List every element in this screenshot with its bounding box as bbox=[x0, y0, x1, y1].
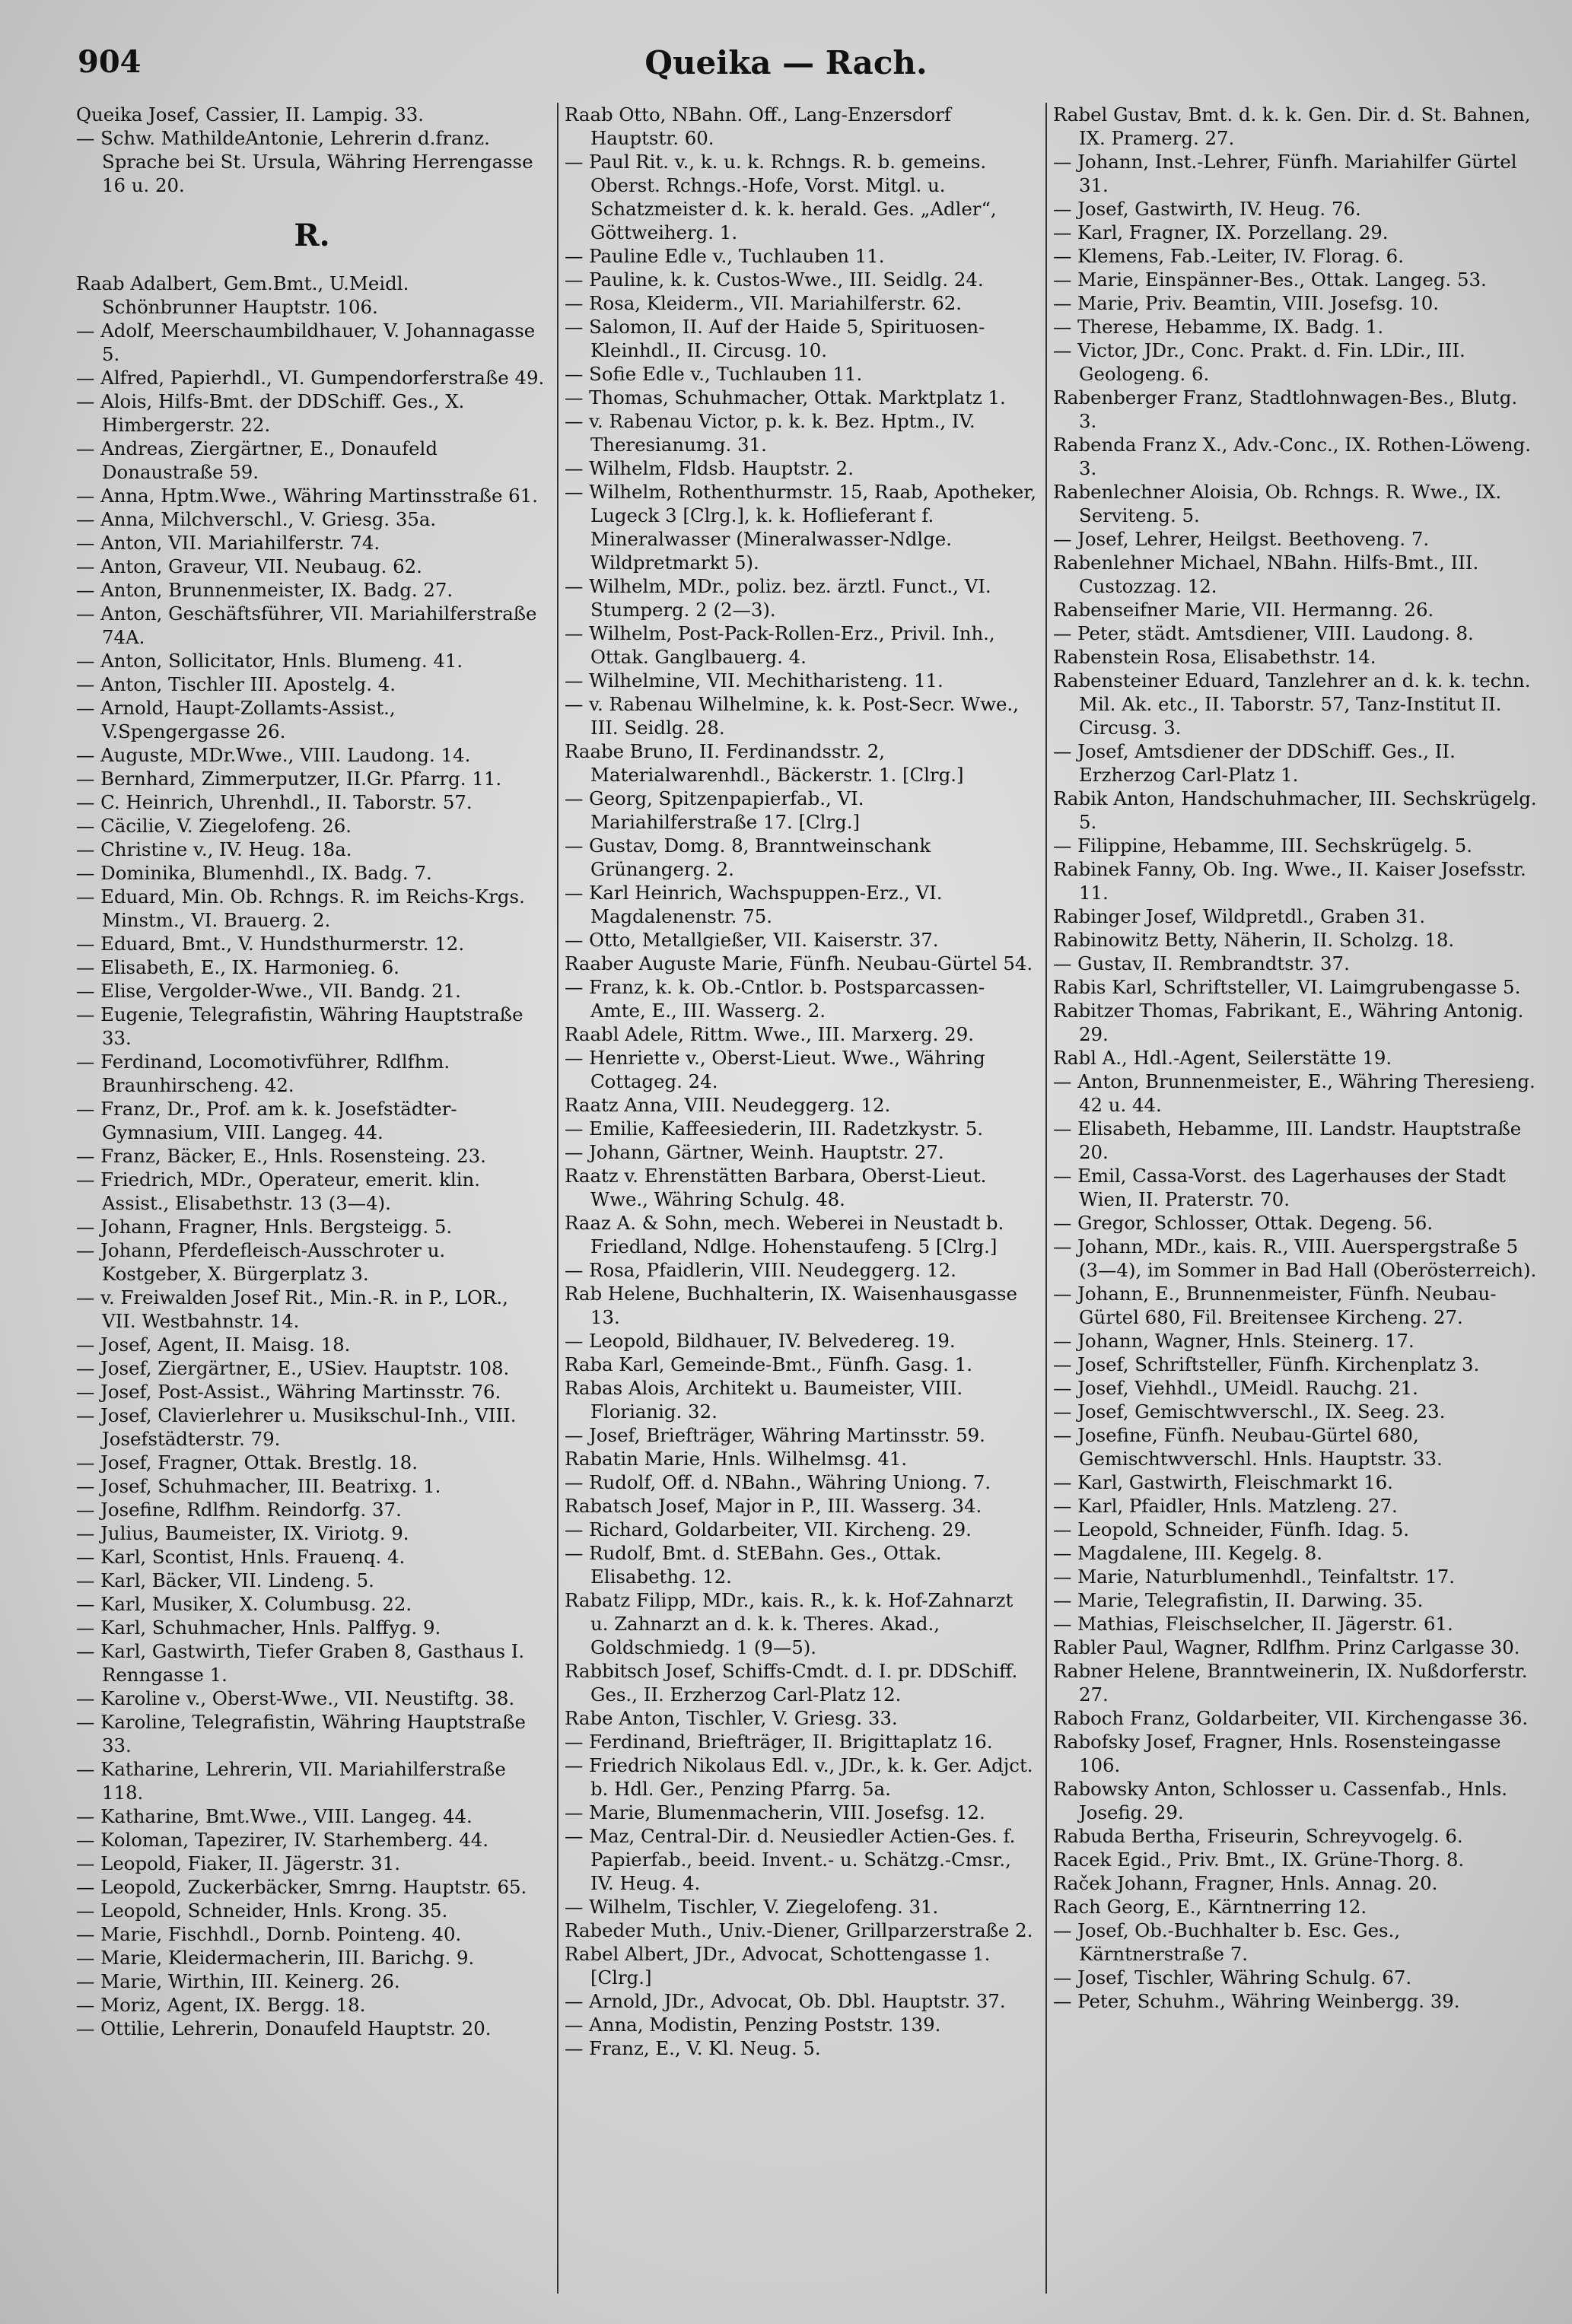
directory-entry: — Wilhelm, Rothenthurmstr. 15, Raab, Apotheker, Lugeck 3 [Clrg.], k. k. Hoflieferant f. Mineralwasser (Mineralwasser-Ndlge. Wildpretmarkt 5). bbox=[565, 481, 1036, 574]
directory-entry: Rab Helene, Buchhalterin, IX. Waisenhausgasse 13. bbox=[565, 1283, 1017, 1328]
directory-entry: — Franz, Bäcker, E., Hnls. Rosensteing. 23. bbox=[76, 1145, 486, 1167]
directory-entry: — Karl, Pfaidler, Hnls. Matzleng. 27. bbox=[1053, 1495, 1398, 1517]
directory-entry: — Josef, Lehrer, Heilgst. Beethoveng. 7. bbox=[1053, 528, 1430, 550]
directory-entry: — Anton, Graveur, VII. Neubaug. 62. bbox=[76, 555, 422, 577]
column-1 bbox=[76, 103, 548, 2294]
directory-entry: — Franz, Dr., Prof. am k. k. Josefstädter-Gymnasium, VIII. Langeg. 44. bbox=[76, 1098, 457, 1143]
directory-entry: — Josef, Schuhmacher, III. Beatrixg. 1. bbox=[76, 1475, 441, 1497]
directory-entry: — Leopold, Bildhauer, IV. Belvedereg. 19. bbox=[565, 1330, 956, 1352]
directory-entry: — Karl, Scontist, Hnls. Frauenq. 4. bbox=[76, 1546, 406, 1568]
directory-columns bbox=[76, 103, 1537, 2294]
directory-entry: Raček Johann, Fragner, Hnls. Annag. 20. bbox=[1053, 1872, 1438, 1894]
directory-entry: — Gregor, Schlosser, Ottak. Degeng. 56. bbox=[1053, 1212, 1434, 1234]
directory-entry: — Josef, Schriftsteller, Fünfh. Kirchenplatz 3. bbox=[1053, 1353, 1480, 1375]
directory-entry: — Karl Heinrich, Wachspuppen-Erz., VI. Magdalenenstr. 75. bbox=[565, 882, 943, 927]
directory-entry: — Thomas, Schuhmacher, Ottak. Marktplatz 1. bbox=[565, 386, 1006, 409]
directory-entry: Raabe Bruno, II. Ferdinandsstr. 2, Materialwarenhdl., Bäckerstr. 1. [Clrg.] bbox=[565, 740, 964, 786]
directory-entry: — Anna, Milchverschl., V. Griesg. 35a. bbox=[76, 508, 437, 530]
directory-entry: — Alois, Hilfs-Bmt. der DDSchiff. Ges., X. Himbergerstr. 22. bbox=[76, 390, 465, 436]
directory-entry: — Josef, Fragner, Ottak. Brestlg. 18. bbox=[76, 1451, 418, 1474]
directory-entry: — Josef, Viehhdl., UMeidl. Rauchg. 21. bbox=[1053, 1377, 1418, 1399]
directory-entry: — Johann, Wagner, Hnls. Steinerg. 17. bbox=[1053, 1330, 1414, 1352]
directory-entry: — Josefine, Rdlfhm. Reindorfg. 37. bbox=[76, 1499, 402, 1521]
directory-entry: Rabitzer Thomas, Fabrikant, E., Währing Antonig. 29. bbox=[1053, 1000, 1524, 1045]
directory-entry: — Anna, Hptm.Wwe., Währing Martinsstraße 61. bbox=[76, 485, 538, 507]
column-divider bbox=[1045, 103, 1047, 2294]
directory-entry: — Ferdinand, Locomotivführer, Rdlfhm. Braunhirscheng. 42. bbox=[76, 1051, 450, 1096]
directory-entry: Raatz Anna, VIII. Neudeggerg. 12. bbox=[565, 1094, 891, 1116]
directory-entry: — Karl, Musiker, X. Columbusg. 22. bbox=[76, 1593, 412, 1615]
directory-entry: — C. Heinrich, Uhrenhdl., II. Taborstr. 57. bbox=[76, 791, 473, 813]
directory-entry: — Marie, Blumenmacherin, VIII. Josefsg. 12. bbox=[565, 1801, 985, 1823]
directory-entry: Rabenlehner Michael, NBahn. Hilfs-Bmt., III. Custozzag. 12. bbox=[1053, 552, 1479, 597]
directory-entry: — Anton, Sollicitator, Hnls. Blumeng. 41. bbox=[76, 650, 463, 672]
directory-entry: — Koloman, Tapezirer, IV. Starhemberg. 44. bbox=[76, 1829, 489, 1851]
directory-entry: Rabner Helene, Branntweinerin, IX. Nußdorferstr. 27. bbox=[1053, 1660, 1528, 1706]
directory-entry: — Anton, Tischler III. Apostelg. 4. bbox=[76, 673, 396, 695]
directory-entry: Rabofsky Josef, Fragner, Hnls. Rosensteingasse 106. bbox=[1053, 1731, 1501, 1776]
directory-entry: — Dominika, Blumenhdl., IX. Badg. 7. bbox=[76, 862, 432, 884]
directory-entry: — Peter, Schuhm., Währing Weinbergg. 39. bbox=[1053, 1990, 1460, 2012]
directory-entry: — Josef, Gemischtwverschl., IX. Seeg. 23. bbox=[1053, 1400, 1446, 1423]
directory-entry: — Katharine, Bmt.Wwe., VIII. Langeg. 44. bbox=[76, 1805, 473, 1827]
directory-entry: Raabl Adele, Rittm. Wwe., III. Marxerg. 29. bbox=[565, 1023, 974, 1045]
directory-entry: Queika Josef, Cassier, II. Lampig. 33. bbox=[76, 103, 425, 126]
directory-entry: — Schw. MathildeAntonie, Lehrerin d.franz. Sprache bei St. Ursula, Währing Herrengasse 16 u. 20. bbox=[76, 127, 533, 196]
directory-entry: Rabis Karl, Schriftsteller, VI. Laimgrubengasse 5. bbox=[1053, 976, 1521, 998]
directory-entry: — Karoline v., Oberst-Wwe., VII. Neustiftg. 38. bbox=[76, 1687, 515, 1709]
directory-entry: — Arnold, Haupt-Zollamts-Assist., V.Spengergasse 26. bbox=[76, 697, 396, 742]
directory-entry: — Gustav, Domg. 8, Branntweinschank Grünangerg. 2. bbox=[565, 835, 931, 880]
directory-entry: — Eduard, Min. Ob. Rchngs. R. im Reichs-Krgs. Minstm., VI. Brauerg. 2. bbox=[76, 885, 525, 931]
directory-entry: — Julius, Baumeister, IX. Viriotg. 9. bbox=[76, 1522, 409, 1544]
directory-entry: — Bernhard, Zimmerputzer, II.Gr. Pfarrg. 11. bbox=[76, 768, 502, 790]
directory-entry: — Josef, Agent, II. Maisg. 18. bbox=[76, 1334, 351, 1356]
directory-entry: — Elise, Vergolder-Wwe., VII. Bandg. 21. bbox=[76, 980, 461, 1002]
directory-entry: — Josef, Clavierlehrer u. Musikschul-Inh., VIII. Josefstädterstr. 79. bbox=[76, 1404, 517, 1450]
directory-entry: Raboch Franz, Goldarbeiter, VII. Kirchengasse 36. bbox=[1053, 1707, 1529, 1729]
directory-entry: — Moriz, Agent, IX. Bergg. 18. bbox=[76, 1994, 366, 2016]
directory-entry: — Karl, Fragner, IX. Porzellang. 29. bbox=[1053, 221, 1389, 243]
running-title: Queika — Rach. bbox=[644, 44, 928, 81]
directory-entry: — Josefine, Fünfh. Neubau-Gürtel 680, Gemischtwverschl. Hnls. Hauptstr. 33. bbox=[1053, 1424, 1443, 1470]
directory-entry: — Johann, MDr., kais. R., VIII. Auerspergstraße 5 (3—4), im Sommer in Bad Hall (Oberösterreich). bbox=[1053, 1235, 1537, 1281]
directory-entry: — Marie, Kleidermacherin, III. Barichg. 9. bbox=[76, 1947, 475, 1969]
directory-entry: — Emil, Cassa-Vorst. des Lagerhauses der Stadt Wien, II. Praterstr. 70. bbox=[1053, 1165, 1506, 1210]
column-3 bbox=[1053, 103, 1537, 2294]
directory-entry: Rabenseifner Marie, VII. Hermanng. 26. bbox=[1053, 599, 1434, 621]
directory-entry: — Marie, Wirthin, III. Keinerg. 26. bbox=[76, 1970, 400, 1992]
directory-entry: — Karl, Gastwirth, Tiefer Graben 8, Gasthaus I. Renngasse 1. bbox=[76, 1640, 525, 1686]
directory-entry: — Anton, Brunnenmeister, IX. Badg. 27. bbox=[76, 579, 453, 601]
directory-entry: Raba Karl, Gemeinde-Bmt., Fünfh. Gasg. 1. bbox=[565, 1353, 973, 1375]
directory-entry: — Magdalene, III. Kegelg. 8. bbox=[1053, 1542, 1322, 1564]
directory-entry: Rabl A., Hdl.-Agent, Seilerstätte 19. bbox=[1053, 1047, 1392, 1069]
directory-entry: — Gustav, II. Rembrandtstr. 37. bbox=[1053, 952, 1350, 974]
directory-entry: — Rudolf, Bmt. d. StEBahn. Ges., Ottak. Elisabethg. 12. bbox=[565, 1542, 942, 1588]
directory-entry: — Klemens, Fab.-Leiter, IV. Florag. 6. bbox=[1053, 245, 1404, 267]
directory-entry: — Leopold, Fiaker, II. Jägerstr. 31. bbox=[76, 1852, 401, 1874]
directory-entry: — Georg, Spitzenpapierfab., VI. Mariahilferstraße 17. [Clrg.] bbox=[565, 787, 864, 833]
directory-entry: Rabinowitz Betty, Näherin, II. Scholzg. 18. bbox=[1053, 929, 1455, 951]
directory-entry: — Franz, k. k. Ob.-Cntlor. b. Postsparcassen-Amte, E., III. Wasserg. 2. bbox=[565, 976, 985, 1022]
directory-entry: Rabenstein Rosa, Elisabethstr. 14. bbox=[1053, 646, 1376, 668]
directory-entry: — Leopold, Schneider, Hnls. Krong. 35. bbox=[76, 1900, 448, 1922]
column-divider bbox=[557, 103, 558, 2294]
directory-entry: — Leopold, Zuckerbäcker, Smrng. Hauptstr. 65. bbox=[76, 1876, 527, 1898]
directory-entry: — Leopold, Schneider, Fünfh. Idag. 5. bbox=[1053, 1518, 1409, 1540]
directory-entry: Rabeder Muth., Univ.-Diener, Grillparzerstraße 2. bbox=[565, 1919, 1033, 1941]
directory-entry: — Johann, Fragner, Hnls. Bergsteigg. 5. bbox=[76, 1216, 453, 1238]
directory-entry: — Eugenie, Telegrafistin, Währing Hauptstraße 33. bbox=[76, 1003, 523, 1049]
directory-entry: — Emilie, Kaffeesiederin, III. Radetzkystr. 5. bbox=[565, 1117, 984, 1140]
directory-entry: Rabas Alois, Architekt u. Baumeister, VIII. Florianig. 32. bbox=[565, 1377, 963, 1423]
directory-entry: — Anna, Modistin, Penzing Poststr. 139. bbox=[565, 2014, 941, 2036]
directory-entry: — Marie, Fischhdl., Dornb. Pointeng. 40. bbox=[76, 1923, 462, 1945]
directory-entry: Raab Adalbert, Gem.Bmt., U.Meidl. Schönbrunner Hauptstr. 106. bbox=[76, 272, 409, 318]
directory-entry: — Mathias, Fleischselcher, II. Jägerstr. 61. bbox=[1053, 1613, 1453, 1635]
directory-entry: — Peter, städt. Amtsdiener, VIII. Laudong. 8. bbox=[1053, 622, 1474, 644]
directory-entry: — Josef, Ob.-Buchhalter b. Esc. Ges., Kärntnerstraße 7. bbox=[1053, 1919, 1401, 1965]
directory-entry: — Rosa, Kleiderm., VII. Mariahilferstr. 62. bbox=[565, 292, 963, 314]
directory-entry: — Henriette v., Oberst-Lieut. Wwe., Währing Cottageg. 24. bbox=[565, 1047, 985, 1092]
directory-entry: — Johann, E., Brunnenmeister, Fünfh. Neubau-Gürtel 680, Fil. Breitensee Kircheng. 27. bbox=[1053, 1283, 1497, 1328]
directory-entry: Rabatin Marie, Hnls. Wilhelmsg. 41. bbox=[565, 1448, 908, 1470]
directory-entry: — Marie, Naturblumenhdl., Teinfaltstr. 17. bbox=[1053, 1566, 1455, 1588]
directory-entry: — Sofie Edle v., Tuchlauben 11. bbox=[565, 363, 863, 385]
directory-entry: — Josef, Gastwirth, IV. Heug. 76. bbox=[1053, 198, 1361, 220]
directory-entry: Rabinger Josef, Wildpretdl., Graben 31. bbox=[1053, 905, 1426, 927]
directory-entry: — Filippine, Hebamme, III. Sechskrügelg. 5. bbox=[1053, 835, 1473, 857]
directory-entry: Rabinek Fanny, Ob. Ing. Wwe., II. Kaiser Josefsstr. 11. bbox=[1053, 858, 1526, 904]
directory-entry: — Salomon, II. Auf der Haide 5, Spirituosen-Kleinhdl., II. Circusg. 10. bbox=[565, 316, 985, 361]
directory-entry: — v. Rabenau Wilhelmine, k. k. Post-Secr. Wwe., III. Seidlg. 28. bbox=[565, 693, 1019, 739]
section-letter: R. bbox=[294, 218, 330, 253]
directory-entry: — Ottilie, Lehrerin, Donaufeld Hauptstr. 20. bbox=[76, 2017, 492, 2039]
directory-entry: — Wilhelm, Post-Pack-Rollen-Erz., Privil. Inh., Ottak. Ganglbauerg. 4. bbox=[565, 622, 995, 668]
directory-entry: — Friedrich Nikolaus Edl. v., JDr., k. k. Ger. Adjct. b. Hdl. Ger., Penzing Pfarrg. 5a. bbox=[565, 1754, 1033, 1800]
directory-entry: — Franz, E., V. Kl. Neug. 5. bbox=[565, 2037, 821, 2059]
directory-entry: Rabel Albert, JDr., Advocat, Schottengasse 1. [Clrg.] bbox=[565, 1943, 991, 1989]
directory-entry: — Cäcilie, V. Ziegelofeng. 26. bbox=[76, 815, 352, 837]
directory-entry: — Marie, Telegrafistin, II. Darwing. 35. bbox=[1053, 1589, 1424, 1611]
directory-entry: — Andreas, Ziergärtner, E., Donaufeld Donaustraße 59. bbox=[76, 437, 438, 483]
directory-entry: — Karl, Schuhmacher, Hnls. Palffyg. 9. bbox=[76, 1617, 441, 1639]
directory-entry: — Ferdinand, Briefträger, II. Brigittaplatz 16. bbox=[565, 1731, 993, 1753]
directory-entry: — Katharine, Lehrerin, VII. Mariahilferstraße 118. bbox=[76, 1758, 506, 1804]
directory-entry: Rabbitsch Josef, Schiffs-Cmdt. d. I. pr. DDSchiff. Ges., II. Erzherzog Carl-Platz 12. bbox=[565, 1660, 1018, 1706]
directory-entry: — Friedrich, MDr., Operateur, emerit. klin. Assist., Elisabethstr. 13 (3—4). bbox=[76, 1168, 480, 1214]
directory-entry: Rabenberger Franz, Stadtlohnwagen-Bes., Blutg. 3. bbox=[1053, 386, 1518, 432]
directory-entry: Raab Otto, NBahn. Off., Lang-Enzersdorf Hauptstr. 60. bbox=[565, 103, 951, 149]
directory-entry: Rabuda Bertha, Friseurin, Schreyvogelg. 6. bbox=[1053, 1825, 1463, 1847]
directory-entry: — Karl, Bäcker, VII. Lindeng. 5. bbox=[76, 1569, 374, 1591]
directory-entry: Rabowsky Anton, Schlosser u. Cassenfab., Hnls. Josefig. 29. bbox=[1053, 1778, 1508, 1823]
directory-entry: Racek Egid., Priv. Bmt., IX. Grüne-Thorg. 8. bbox=[1053, 1849, 1465, 1871]
directory-entry: — Marie, Einspänner-Bes., Ottak. Langeg. 53. bbox=[1053, 269, 1487, 291]
directory-entry: — Victor, JDr., Conc. Prakt. d. Fin. LDir., III. Geologeng. 6. bbox=[1053, 339, 1465, 385]
directory-entry: — Josef, Amtsdiener der DDSchiff. Ges., II. Erzherzog Carl-Platz 1. bbox=[1053, 740, 1456, 786]
directory-entry: — Johann, Inst.-Lehrer, Fünfh. Mariahilfer Gürtel 31. bbox=[1053, 151, 1517, 196]
directory-entry: — Richard, Goldarbeiter, VII. Kircheng. 29. bbox=[565, 1518, 972, 1540]
directory-entry: Rabatz Filipp, MDr., kais. R., k. k. Hof-Zahnarzt u. Zahnarzt an d. k. k. Theres. Akad., Goldschmiedg. 1 (9—5). bbox=[565, 1589, 1014, 1658]
directory-entry: — v. Rabenau Victor, p. k. k. Bez. Hptm., IV. Theresianumg. 31. bbox=[565, 410, 975, 456]
directory-entry: — Wilhelm, Tischler, V. Ziegelofeng. 31. bbox=[565, 1896, 939, 1918]
directory-entry: Rabensteiner Eduard, Tanzlehrer an d. k. k. techn. Mil. Ak. etc., II. Taborstr. 57, Tanz-Institut II. Circusg. 3. bbox=[1053, 669, 1531, 739]
directory-entry: — Eduard, Bmt., V. Hundsthurmerstr. 12. bbox=[76, 933, 465, 955]
directory-entry: Raatz v. Ehrenstätten Barbara, Oberst-Lieut. Wwe., Währing Schulg. 48. bbox=[565, 1165, 987, 1210]
directory-entry: — Wilhelmine, VII. Mechitharisteng. 11. bbox=[565, 669, 944, 691]
directory-entry: — Rudolf, Off. d. NBahn., Währing Uniong. 7. bbox=[565, 1471, 991, 1493]
directory-entry: Rabel Gustav, Bmt. d. k. k. Gen. Dir. d. St. Bahnen, IX. Pramerg. 27. bbox=[1053, 103, 1531, 149]
directory-entry: — Pauline, k. k. Custos-Wwe., III. Seidlg. 24. bbox=[565, 269, 984, 291]
directory-entry: — Josef, Ziergärtner, E., USiev. Hauptstr. 108. bbox=[76, 1357, 510, 1379]
directory-entry: — Adolf, Meerschaumbildhauer, V. Johannagasse 5. bbox=[76, 320, 536, 365]
directory-entry: — Josef, Tischler, Währing Schulg. 67. bbox=[1053, 1966, 1412, 1989]
directory-entry: — Karl, Gastwirth, Fleischmarkt 16. bbox=[1053, 1471, 1393, 1493]
directory-entry: Rabler Paul, Wagner, Rdlfhm. Prinz Carlgasse 30. bbox=[1053, 1636, 1520, 1658]
directory-entry: — Maz, Central-Dir. d. Neusiedler Actien-Ges. f. Papierfab., beeid. Invent.- u. Schätzg.-Cmsr., IV. Heug. 4. bbox=[565, 1825, 1016, 1894]
directory-entry: — Johann, Pferdefleisch-Ausschroter u. Kostgeber, X. Bürgerplatz 3. bbox=[76, 1239, 446, 1285]
directory-entry: — Christine v., IV. Heug. 18a. bbox=[76, 838, 352, 860]
directory-entry: Rabe Anton, Tischler, V. Griesg. 33. bbox=[565, 1707, 898, 1729]
directory-entry: — Pauline Edle v., Tuchlauben 11. bbox=[565, 245, 885, 267]
directory-entry: — Auguste, MDr.Wwe., VIII. Laudong. 14. bbox=[76, 744, 471, 766]
directory-entry: — Marie, Priv. Beamtin, VIII. Josefsg. 10. bbox=[1053, 292, 1440, 314]
directory-entry: — Paul Rit. v., k. u. k. Rchngs. R. b. gemeins. Oberst. Rchngs.-Hofe, Vorst. Mitgl. u. Schatzmeister d. k. k. herald. Ges. „Adler“, Göttweiherg. 1. bbox=[565, 151, 997, 243]
directory-entry: — Wilhelm, MDr., poliz. bez. ärztl. Funct., VI. Stumperg. 2 (2—3). bbox=[565, 575, 991, 621]
directory-entry: — Otto, Metallgießer, VII. Kaiserstr. 37. bbox=[565, 929, 939, 951]
page-header bbox=[0, 44, 1572, 97]
directory-entry: — Elisabeth, E., IX. Harmonieg. 6. bbox=[76, 956, 399, 978]
directory-entry: Rabik Anton, Handschuhmacher, III. Sechskrügelg. 5. bbox=[1053, 787, 1537, 833]
directory-entry: — Josef, Post-Assist., Währing Martinsstr. 76. bbox=[76, 1381, 501, 1403]
directory-entry: Rabenlechner Aloisia, Ob. Rchngs. R. Wwe., IX. Serviteng. 5. bbox=[1053, 481, 1502, 526]
directory-entry: Raaz A. & Sohn, mech. Weberei in Neustadt b. Friedland, Ndlge. Hohenstaufeng. 5 [Clrg.] bbox=[565, 1212, 1004, 1257]
directory-entry: Rabatsch Josef, Major in P., III. Wasserg. 34. bbox=[565, 1495, 982, 1517]
directory-entry: — Therese, Hebamme, IX. Badg. 1. bbox=[1053, 316, 1384, 338]
directory-entry: — Anton, Geschäftsführer, VII. Mariahilferstraße 74A. bbox=[76, 602, 537, 648]
directory-entry: Rabenda Franz X., Adv.-Conc., IX. Rothen-Löweng. 3. bbox=[1053, 434, 1531, 479]
directory-entry: — Johann, Gärtner, Weinh. Hauptstr. 27. bbox=[565, 1141, 944, 1163]
directory-entry: — Rosa, Pfaidlerin, VIII. Neudeggerg. 12. bbox=[565, 1259, 956, 1281]
page-number: 904 bbox=[78, 44, 142, 80]
directory-entry: — Alfred, Papierhdl., VI. Gumpendorferstraße 49. bbox=[76, 367, 545, 389]
directory-entry: — Anton, Brunnenmeister, E., Währing Theresieng. 42 u. 44. bbox=[1053, 1070, 1535, 1116]
directory-entry: Rach Georg, E., Kärntnerring 12. bbox=[1053, 1896, 1367, 1918]
directory-entry: — Elisabeth, Hebamme, III. Landstr. Hauptstraße 20. bbox=[1053, 1117, 1522, 1163]
directory-entry: Raaber Auguste Marie, Fünfh. Neubau-Gürtel 54. bbox=[565, 952, 1033, 974]
directory-entry: — Wilhelm, Fldsb. Hauptstr. 2. bbox=[565, 457, 854, 479]
column-2 bbox=[565, 103, 1036, 2294]
directory-entry: — v. Freiwalden Josef Rit., Min.-R. in P., LOR., VII. Westbahnstr. 14. bbox=[76, 1286, 508, 1332]
directory-entry: — Karoline, Telegrafistin, Währing Hauptstraße 33. bbox=[76, 1711, 526, 1757]
directory-entry: — Anton, VII. Mariahilferstr. 74. bbox=[76, 532, 380, 554]
directory-entry: — Josef, Briefträger, Währing Martinsstr. 59. bbox=[565, 1424, 985, 1446]
directory-entry: — Arnold, JDr., Advocat, Ob. Dbl. Hauptstr. 37. bbox=[565, 1990, 1006, 2012]
